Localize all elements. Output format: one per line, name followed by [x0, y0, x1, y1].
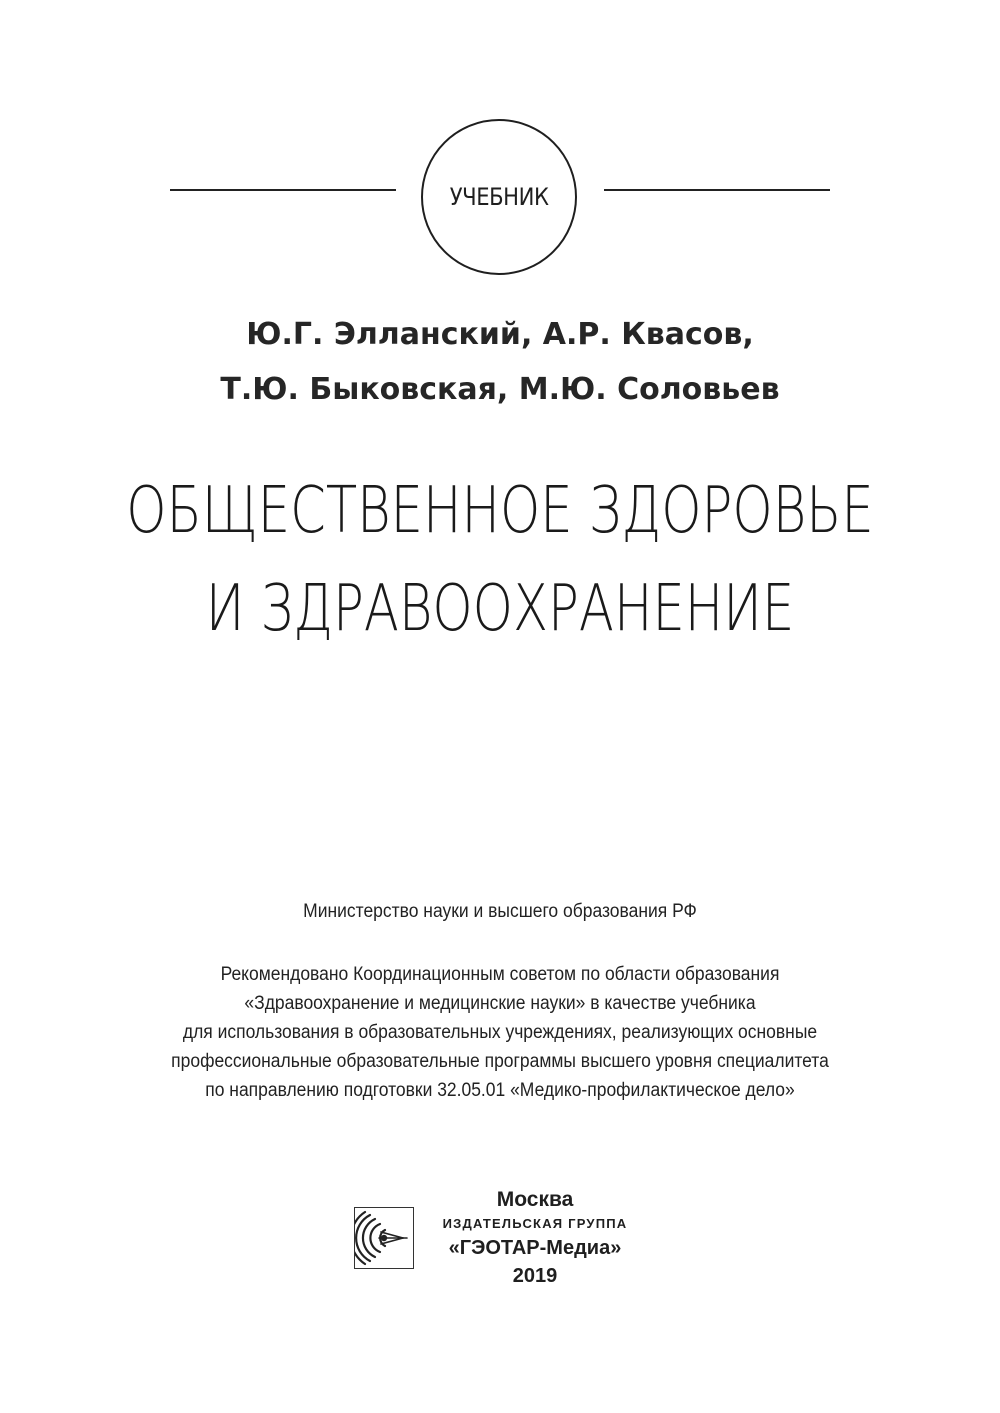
authors-line-2: Т.Ю. Быковская, М.Ю. Соловьев [220, 372, 780, 407]
book-title [0, 462, 1000, 658]
book-title-line-1: ОБЩЕСТВЕННОЕ ЗДОРОВЬЕ [126, 474, 874, 548]
publication-year: 2019 [512, 1265, 558, 1287]
textbook-badge-label: УЧЕБНИК [449, 183, 549, 211]
geotar-logo-icon [354, 1207, 414, 1269]
publisher-block [420, 1186, 650, 1290]
publisher-name: «ГЭОТАР-Медиа» [448, 1237, 622, 1259]
recommendation-line-5: по направлению подготовки 32.05.01 «Медико-профилактическое дело» [205, 1080, 795, 1101]
recommendation-line-1: Рекомендовано Координационным советом по области образования [220, 964, 780, 985]
book-title-line-2: И ЗДРАВООХРАНЕНИЕ [205, 572, 795, 646]
authors-line-1: Ю.Г. Элланский, А.Р. Квасов, [246, 317, 754, 352]
authors [0, 307, 1000, 417]
recommendation-line-4: профессиональные образовательные программы высшего уровня специалитета [171, 1051, 829, 1072]
recommendation-text [0, 960, 1000, 1105]
recommendation-line-3: для использования в образовательных учреждениях, реализующих основные [182, 1022, 818, 1043]
left-rule [170, 189, 396, 191]
recommendation-line-2: «Здравоохранение и медицинские науки» в качестве учебника [244, 993, 756, 1014]
textbook-badge [421, 119, 577, 275]
right-rule [604, 189, 830, 191]
publisher-city: Москва [496, 1188, 574, 1211]
publisher-group: ИЗДАТЕЛЬСКАЯ ГРУППА [442, 1216, 628, 1231]
ministry-line: Министерство науки и высшего образования РФ [303, 901, 697, 922]
